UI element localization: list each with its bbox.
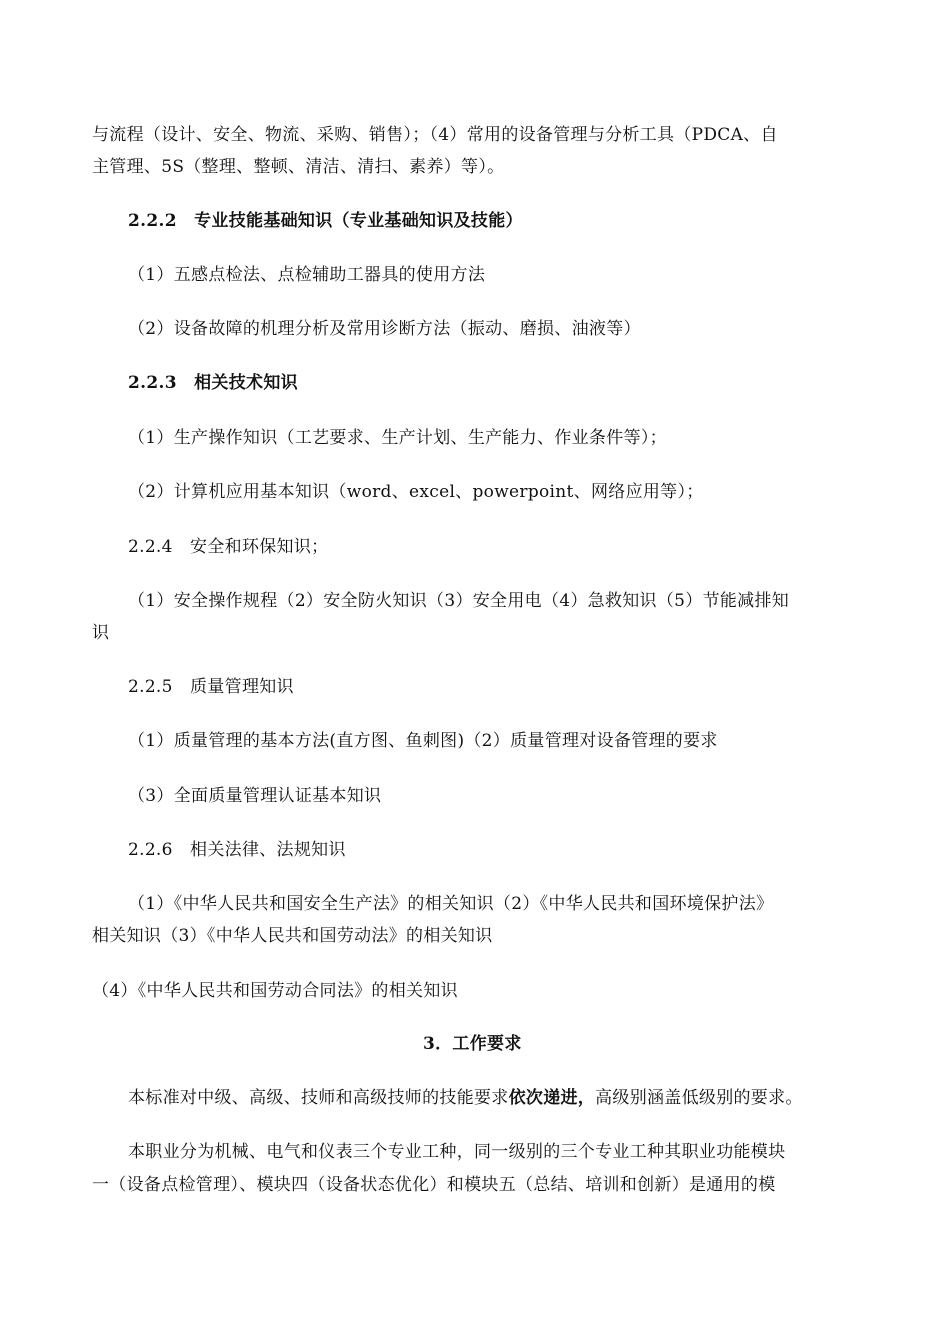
list-item: （1）《中华人民共和国安全生产法》的相关知识（2）《中华人民共和国环境保护法》 [128, 894, 774, 914]
paragraph-line: 一（设备点检管理）、模块四（设备状态优化）和模块五（总结、培训和创新）是通用的模 [92, 1175, 776, 1195]
list-item: （2）计算机应用基本知识（word、excel、powerpoint、网络应用等）； [128, 482, 704, 502]
list-item-continuation: 识 [92, 623, 110, 643]
list-item: （4）《中华人民共和国劳动合同法》的相关知识 [92, 981, 458, 1001]
paragraph-line [128, 1087, 803, 1109]
chapter-heading-3: 3．工作要求 [423, 1034, 522, 1054]
section-heading-2-2-2: 2.2.2 专业技能基础知识（专业基础知识及技能） [128, 211, 523, 231]
section-heading-2-2-5: 2.2.5 质量管理知识 [128, 677, 294, 697]
section-heading-2-2-3: 2.2.3 相关技术知识 [128, 373, 298, 393]
paragraph-line: 本职业分为机械、电气和仪表三个专业工种，同一级别的三个专业工种其职业功能模块 [128, 1142, 786, 1162]
list-item: （1）生产操作知识（工艺要求、生产计划、生产能力、作业条件等）； [128, 428, 667, 448]
emphasized-text: 依次递进， [508, 1088, 596, 1108]
list-item: （1）五感点检法、点检辅助工器具的使用方法 [128, 265, 486, 285]
list-item-continuation: 相关知识（3）《中华人民共和国劳动法》的相关知识 [92, 926, 493, 946]
paragraph-line: 主管理、5S（整理、整顿、清洁、清扫、素养）等）。 [92, 157, 505, 177]
section-heading-2-2-4: 2.2.4 安全和环保知识； [128, 537, 329, 557]
paragraph-line: 与流程（设计、安全、物流、采购、销售）；（4）常用的设备管理与分析工具（PDCA、自 [92, 125, 778, 145]
list-item: （3）全面质量管理认证基本知识 [128, 786, 382, 806]
section-heading-2-2-6: 2.2.6 相关法律、法规知识 [128, 840, 346, 860]
list-item: （2）设备故障的机理分析及常用诊断方法（振动、磨损、油液等） [128, 319, 641, 339]
paragraph-text: 高级别涵盖低级别的要求。 [595, 1088, 803, 1108]
paragraph-text: 本标准对中级、高级、技师和高级技师的技能要求 [128, 1088, 509, 1108]
list-item: （1）质量管理的基本方法(直方图、鱼刺图)（2）质量管理对设备管理的要求 [128, 731, 718, 751]
list-item: （1）安全操作规程（2）安全防火知识（3）安全用电（4）急救知识（5）节能减排知 [128, 591, 790, 611]
